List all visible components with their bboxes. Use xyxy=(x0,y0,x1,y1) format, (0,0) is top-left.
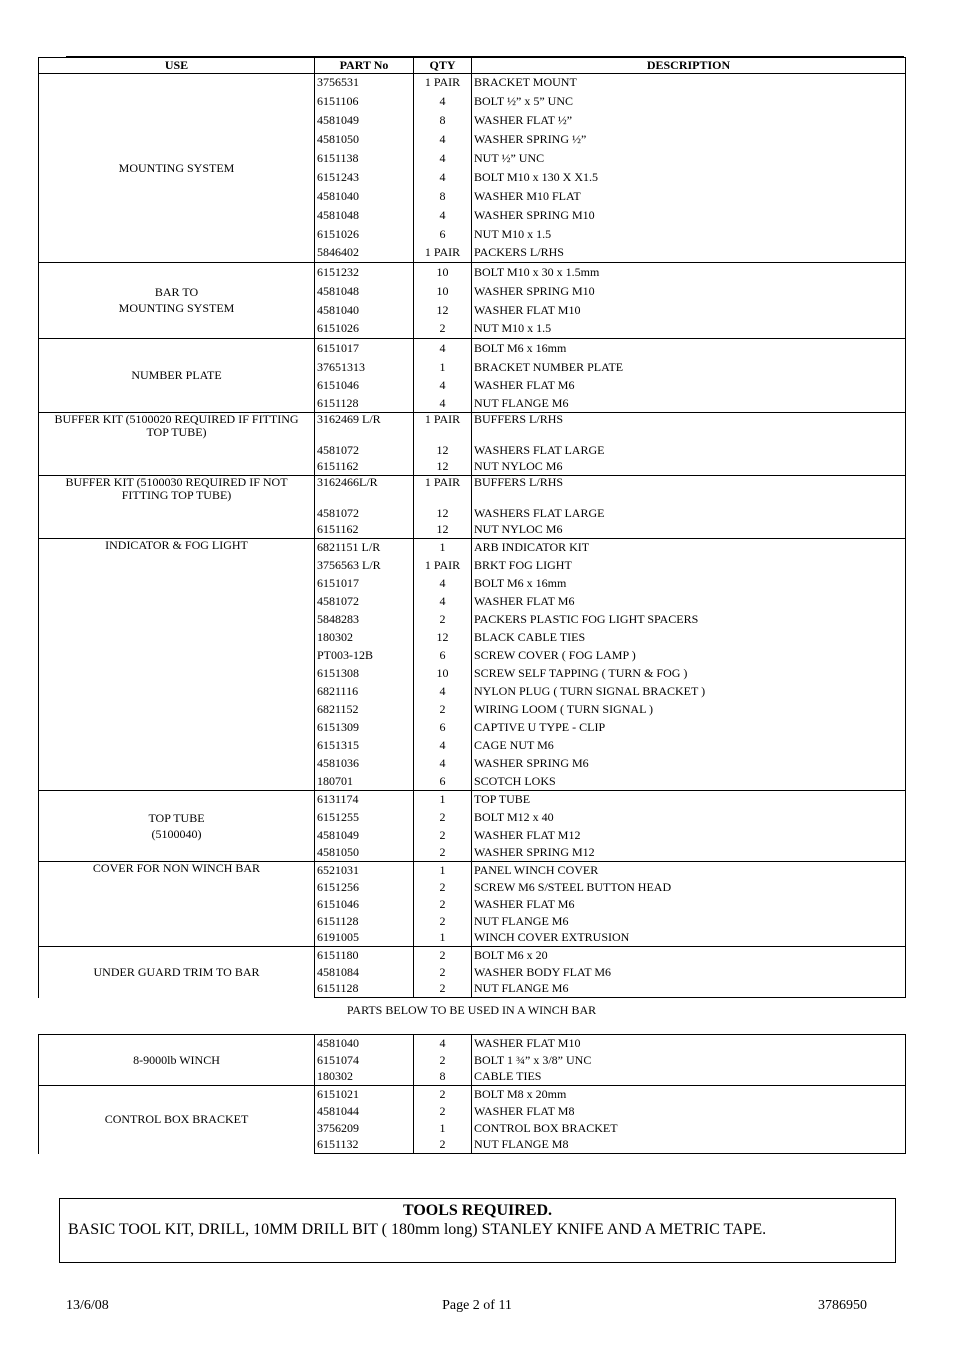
use-label: (5100040) xyxy=(151,826,202,841)
table-row xyxy=(39,791,906,809)
tools-text: BASIC TOOL KIT, DRILL, 10MM DRILL BIT ( 180mm long) STANLEY KNIFE AND A METRIC TAPE. xyxy=(68,1221,767,1238)
tools-required-box xyxy=(59,1198,896,1263)
description-cell: BRACKET MOUNT xyxy=(472,74,906,92)
description-cell: WASHER SPRING M10 xyxy=(472,206,906,225)
description-cell: BOLT M10 x 130 X X1.5 xyxy=(472,168,906,187)
qty-cell: 2 xyxy=(414,1137,472,1154)
description-cell: BLACK CABLE TIES xyxy=(472,629,906,647)
part-number-cell: 6151162 xyxy=(315,459,414,476)
description-cell: BOLT M8 x 20mm xyxy=(472,1086,906,1103)
description-cell: WASHERS FLAT LARGE xyxy=(472,505,906,522)
table-row xyxy=(39,1086,906,1103)
qty-cell: 1 xyxy=(414,358,472,377)
description-cell: WINCH COVER EXTRUSION xyxy=(472,930,906,947)
description-cell: WASHER FLAT M10 xyxy=(472,1035,906,1052)
qty-cell: 4 xyxy=(414,168,472,187)
qty-cell: 2 xyxy=(414,896,472,913)
use-cell xyxy=(39,263,315,339)
use-label: NUMBER PLATE xyxy=(131,368,222,382)
part-number-cell: 180302 xyxy=(315,1069,414,1086)
part-number-cell: 4581048 xyxy=(315,282,414,301)
part-number-cell: 6151180 xyxy=(315,947,414,964)
qty-cell: 2 xyxy=(414,879,472,896)
part-number-cell: 6521031 xyxy=(315,862,414,879)
description-cell: PANEL WINCH COVER xyxy=(472,862,906,879)
qty-cell: 1 PAIR xyxy=(414,244,472,263)
description-cell: CONTROL BOX BRACKET xyxy=(472,1120,906,1137)
qty-cell: 4 xyxy=(414,339,472,358)
qty-cell: 6 xyxy=(414,647,472,665)
qty-cell: 2 xyxy=(414,964,472,981)
table-row xyxy=(39,947,906,964)
use-cell xyxy=(39,947,315,998)
part-number-cell: 6151243 xyxy=(315,168,414,187)
use-label: 8-9000lb WINCH xyxy=(133,1052,220,1067)
table-row xyxy=(39,476,906,505)
qty-cell: 4 xyxy=(414,130,472,149)
part-number-cell: 5848283 xyxy=(315,611,414,629)
qty-cell: 12 xyxy=(414,505,472,522)
description-cell: WASHER FLAT M6 xyxy=(472,377,906,395)
qty-cell: 10 xyxy=(414,282,472,301)
description-cell: SCOTCH LOKS xyxy=(472,773,906,791)
table-row xyxy=(39,413,906,442)
qty-cell: 10 xyxy=(414,263,472,282)
part-number-cell: 4581049 xyxy=(315,111,414,130)
description-cell: BOLT 1 ¾” x 3/8” UNC xyxy=(472,1052,906,1069)
qty-cell: 1 xyxy=(414,930,472,947)
qty-cell: 12 xyxy=(414,629,472,647)
part-number-cell: 6131174 xyxy=(315,791,414,809)
description-cell: NUT FLANGE M8 xyxy=(472,1137,906,1154)
qty-cell: 1 PAIR xyxy=(414,74,472,92)
use-label: BUFFER KIT (5100020 REQUIRED IF FITTING xyxy=(54,412,299,426)
part-number-cell: 6151232 xyxy=(315,263,414,282)
qty-cell: 4 xyxy=(414,92,472,111)
qty-cell: 2 xyxy=(414,913,472,930)
qty-cell: 1 PAIR xyxy=(414,557,472,575)
use-label: BUFFER KIT (5100030 REQUIRED IF NOT xyxy=(65,475,288,489)
qty-cell: 1 xyxy=(414,1120,472,1137)
part-number-cell: 3756531 xyxy=(315,74,414,92)
description-cell: WASHER FLAT ½” xyxy=(472,111,906,130)
part-number-cell: 4581040 xyxy=(315,301,414,320)
use-label: INDICATOR & FOG LIGHT xyxy=(105,538,248,552)
part-number-cell: 6151315 xyxy=(315,737,414,755)
part-number-cell: 6151074 xyxy=(315,1052,414,1069)
part-number-cell: 4581040 xyxy=(315,1035,414,1052)
part-number-cell: 6821152 xyxy=(315,701,414,719)
description-cell: WASHER FLAT M10 xyxy=(472,301,906,320)
part-number-cell: 180302 xyxy=(315,629,414,647)
qty-cell: 12 xyxy=(414,442,472,459)
part-number-cell: 4581048 xyxy=(315,206,414,225)
use-cell xyxy=(39,1035,315,1086)
qty-cell: 2 xyxy=(414,320,472,339)
qty-cell: 10 xyxy=(414,665,472,683)
description-cell: BRACKET NUMBER PLATE xyxy=(472,358,906,377)
part-number-cell: 6821116 xyxy=(315,683,414,701)
qty-cell: 2 xyxy=(414,809,472,827)
col-header-use: USE xyxy=(39,58,315,74)
qty-cell: 2 xyxy=(414,1103,472,1120)
use-cell xyxy=(39,339,315,413)
part-number-cell: 6151255 xyxy=(315,809,414,827)
qty-cell: 4 xyxy=(414,206,472,225)
use-cell xyxy=(39,1086,315,1154)
part-number-cell: 3162466L/R xyxy=(315,476,414,505)
part-number-cell: 4581050 xyxy=(315,845,414,862)
description-cell: SCREW SELF TAPPING ( TURN & FOG ) xyxy=(472,665,906,683)
qty-cell: 6 xyxy=(414,225,472,244)
description-cell: BUFFERS L/RHS xyxy=(472,413,906,442)
qty-cell: 8 xyxy=(414,1069,472,1086)
description-cell: NUT M10 x 1.5 xyxy=(472,320,906,339)
part-number-cell: PT003-12B xyxy=(315,647,414,665)
description-cell: BOLT M10 x 30 x 1.5mm xyxy=(472,263,906,282)
part-number-cell: 4581050 xyxy=(315,130,414,149)
part-number-cell: 4581044 xyxy=(315,1103,414,1120)
qty-cell: 2 xyxy=(414,701,472,719)
col-header-part-no: PART No xyxy=(315,58,414,74)
part-number-cell: 6151308 xyxy=(315,665,414,683)
description-cell: WASHERS FLAT LARGE xyxy=(472,442,906,459)
part-number-cell: 6151021 xyxy=(315,1086,414,1103)
description-cell: SCREW M6 S/STEEL BUTTON HEAD xyxy=(472,879,906,896)
use-label: MOUNTING SYSTEM xyxy=(118,301,235,315)
table-row xyxy=(39,339,906,358)
qty-cell: 12 xyxy=(414,459,472,476)
description-cell: NUT FLANGE M6 xyxy=(472,913,906,930)
description-cell: NUT NYLOC M6 xyxy=(472,522,906,539)
part-number-cell: 6151162 xyxy=(315,522,414,539)
part-number-cell: 6151017 xyxy=(315,339,414,358)
qty-cell: 12 xyxy=(414,522,472,539)
description-cell: BOLT M12 x 40 xyxy=(472,809,906,827)
winch-parts-table xyxy=(38,1034,906,1154)
tools-title: TOOLS REQUIRED. xyxy=(402,1202,553,1219)
table-row xyxy=(39,1035,906,1052)
description-cell: BUFFERS L/RHS xyxy=(472,476,906,505)
description-cell: BOLT M6 x 20 xyxy=(472,947,906,964)
use-cell xyxy=(39,862,315,947)
part-number-cell: 4581072 xyxy=(315,593,414,611)
description-cell: BOLT M6 x 16mm xyxy=(472,339,906,358)
qty-cell: 2 xyxy=(414,827,472,845)
part-number-cell: 6151046 xyxy=(315,377,414,395)
qty-cell: 4 xyxy=(414,149,472,168)
description-cell: WASHER SPRING ½” xyxy=(472,130,906,149)
qty-cell: 4 xyxy=(414,1035,472,1052)
qty-cell: 4 xyxy=(414,377,472,395)
part-number-cell: 4581040 xyxy=(315,187,414,206)
page-number: Page 2 of 11 xyxy=(442,1298,512,1313)
part-number-cell: 4581049 xyxy=(315,827,414,845)
description-cell: NUT ½” UNC xyxy=(472,149,906,168)
part-number-cell: 6151128 xyxy=(315,981,414,998)
part-number-cell: 180701 xyxy=(315,773,414,791)
qty-cell: 8 xyxy=(414,187,472,206)
qty-cell: 2 xyxy=(414,947,472,964)
use-label: MOUNTING SYSTEM xyxy=(118,160,235,175)
table-row xyxy=(39,74,906,92)
qty-cell: 6 xyxy=(414,719,472,737)
use-label: FITTING TOP TUBE) xyxy=(121,488,232,502)
qty-cell: 1 PAIR xyxy=(414,413,472,442)
description-cell: CAGE NUT M6 xyxy=(472,737,906,755)
part-number-cell: 6151138 xyxy=(315,149,414,168)
qty-cell: 2 xyxy=(414,611,472,629)
qty-cell: 2 xyxy=(414,1052,472,1069)
description-cell: PACKERS L/RHS xyxy=(472,244,906,263)
description-cell: WASHER FLAT M12 xyxy=(472,827,906,845)
qty-cell: 4 xyxy=(414,575,472,593)
description-cell: NYLON PLUG ( TURN SIGNAL BRACKET ) xyxy=(472,683,906,701)
use-label: CONTROL BOX BRACKET xyxy=(104,1112,249,1127)
use-cell xyxy=(39,413,315,476)
qty-cell: 6 xyxy=(414,773,472,791)
qty-cell: 4 xyxy=(414,593,472,611)
qty-cell: 12 xyxy=(414,301,472,320)
use-cell xyxy=(39,791,315,862)
description-cell: NUT M10 x 1.5 xyxy=(472,225,906,244)
table-row xyxy=(39,862,906,879)
qty-cell: 1 PAIR xyxy=(414,476,472,505)
description-cell: WASHER FLAT M6 xyxy=(472,593,906,611)
part-number-cell: 6151026 xyxy=(315,320,414,339)
col-header-description: DESCRIPTION xyxy=(472,58,906,74)
description-cell: WASHER FLAT M6 xyxy=(472,896,906,913)
description-cell: WASHER FLAT M8 xyxy=(472,1103,906,1120)
winch-parts-note: PARTS BELOW TO BE USED IN A WINCH BAR xyxy=(346,1003,597,1017)
description-cell: WASHER M10 FLAT xyxy=(472,187,906,206)
part-number-cell: 3162469 L/R xyxy=(315,413,414,442)
part-number-cell: 3756563 L/R xyxy=(315,557,414,575)
description-cell: TOP TUBE xyxy=(472,791,906,809)
description-cell: BOLT M6 x 16mm xyxy=(472,575,906,593)
table-row xyxy=(39,539,906,557)
part-number-cell: 6151256 xyxy=(315,879,414,896)
part-number-cell: 6151046 xyxy=(315,896,414,913)
use-label: COVER FOR NON WINCH BAR xyxy=(92,861,261,875)
qty-cell: 1 xyxy=(414,862,472,879)
qty-cell: 4 xyxy=(414,395,472,413)
part-number-cell: 6151309 xyxy=(315,719,414,737)
part-number-cell: 4581084 xyxy=(315,964,414,981)
part-number-cell: 6151106 xyxy=(315,92,414,111)
qty-cell: 4 xyxy=(414,755,472,773)
description-cell: BRKT FOG LIGHT xyxy=(472,557,906,575)
description-cell: WIRING LOOM ( TURN SIGNAL ) xyxy=(472,701,906,719)
part-number-cell: 6151132 xyxy=(315,1137,414,1154)
description-cell: SCREW COVER ( FOG LAMP ) xyxy=(472,647,906,665)
description-cell: WASHER SPRING M10 xyxy=(472,282,906,301)
use-label: UNDER GUARD TRIM TO BAR xyxy=(93,964,260,979)
qty-cell: 4 xyxy=(414,737,472,755)
use-label: TOP TUBE xyxy=(148,810,205,825)
part-number-cell: 6151026 xyxy=(315,225,414,244)
part-number-cell: 37651313 xyxy=(315,358,414,377)
part-number-cell: 6191005 xyxy=(315,930,414,947)
description-cell: BOLT ½” x 5” UNC xyxy=(472,92,906,111)
table-header-row xyxy=(39,58,906,74)
description-cell: NUT FLANGE M6 xyxy=(472,395,906,413)
part-number-cell: 6151128 xyxy=(315,395,414,413)
description-cell: CAPTIVE U TYPE - CLIP xyxy=(472,719,906,737)
qty-cell: 2 xyxy=(414,1086,472,1103)
part-number-cell: 5846402 xyxy=(315,244,414,263)
part-number-cell: 6151017 xyxy=(315,575,414,593)
use-label: TOP TUBE) xyxy=(146,425,207,439)
part-number-cell: 4581072 xyxy=(315,442,414,459)
part-number-cell: 4581072 xyxy=(315,505,414,522)
use-cell xyxy=(39,74,315,263)
footer-date: 13/6/08 xyxy=(66,1298,109,1313)
description-cell: PACKERS PLASTIC FOG LIGHT SPACERS xyxy=(472,611,906,629)
qty-cell: 2 xyxy=(414,845,472,862)
document-number: 3786950 xyxy=(818,1298,867,1313)
description-cell: ARB INDICATOR KIT xyxy=(472,539,906,557)
use-cell xyxy=(39,476,315,539)
description-cell: WASHER SPRING M12 xyxy=(472,845,906,862)
part-number-cell: 4581036 xyxy=(315,755,414,773)
table-row xyxy=(39,263,906,282)
qty-cell: 1 xyxy=(414,539,472,557)
qty-cell: 8 xyxy=(414,111,472,130)
qty-cell: 1 xyxy=(414,791,472,809)
col-header-qty: QTY xyxy=(414,58,472,74)
part-number-cell: 3756209 xyxy=(315,1120,414,1137)
description-cell: WASHER SPRING M6 xyxy=(472,755,906,773)
use-label: BAR TO xyxy=(154,285,199,299)
description-cell: NUT NYLOC M6 xyxy=(472,459,906,476)
qty-cell: 2 xyxy=(414,981,472,998)
description-cell: NUT FLANGE M6 xyxy=(472,981,906,998)
use-cell xyxy=(39,539,315,791)
description-cell: CABLE TIES xyxy=(472,1069,906,1086)
part-number-cell: 6151128 xyxy=(315,913,414,930)
description-cell: WASHER BODY FLAT M6 xyxy=(472,964,906,981)
parts-table xyxy=(38,57,906,998)
part-number-cell: 6821151 L/R xyxy=(315,539,414,557)
qty-cell: 4 xyxy=(414,683,472,701)
